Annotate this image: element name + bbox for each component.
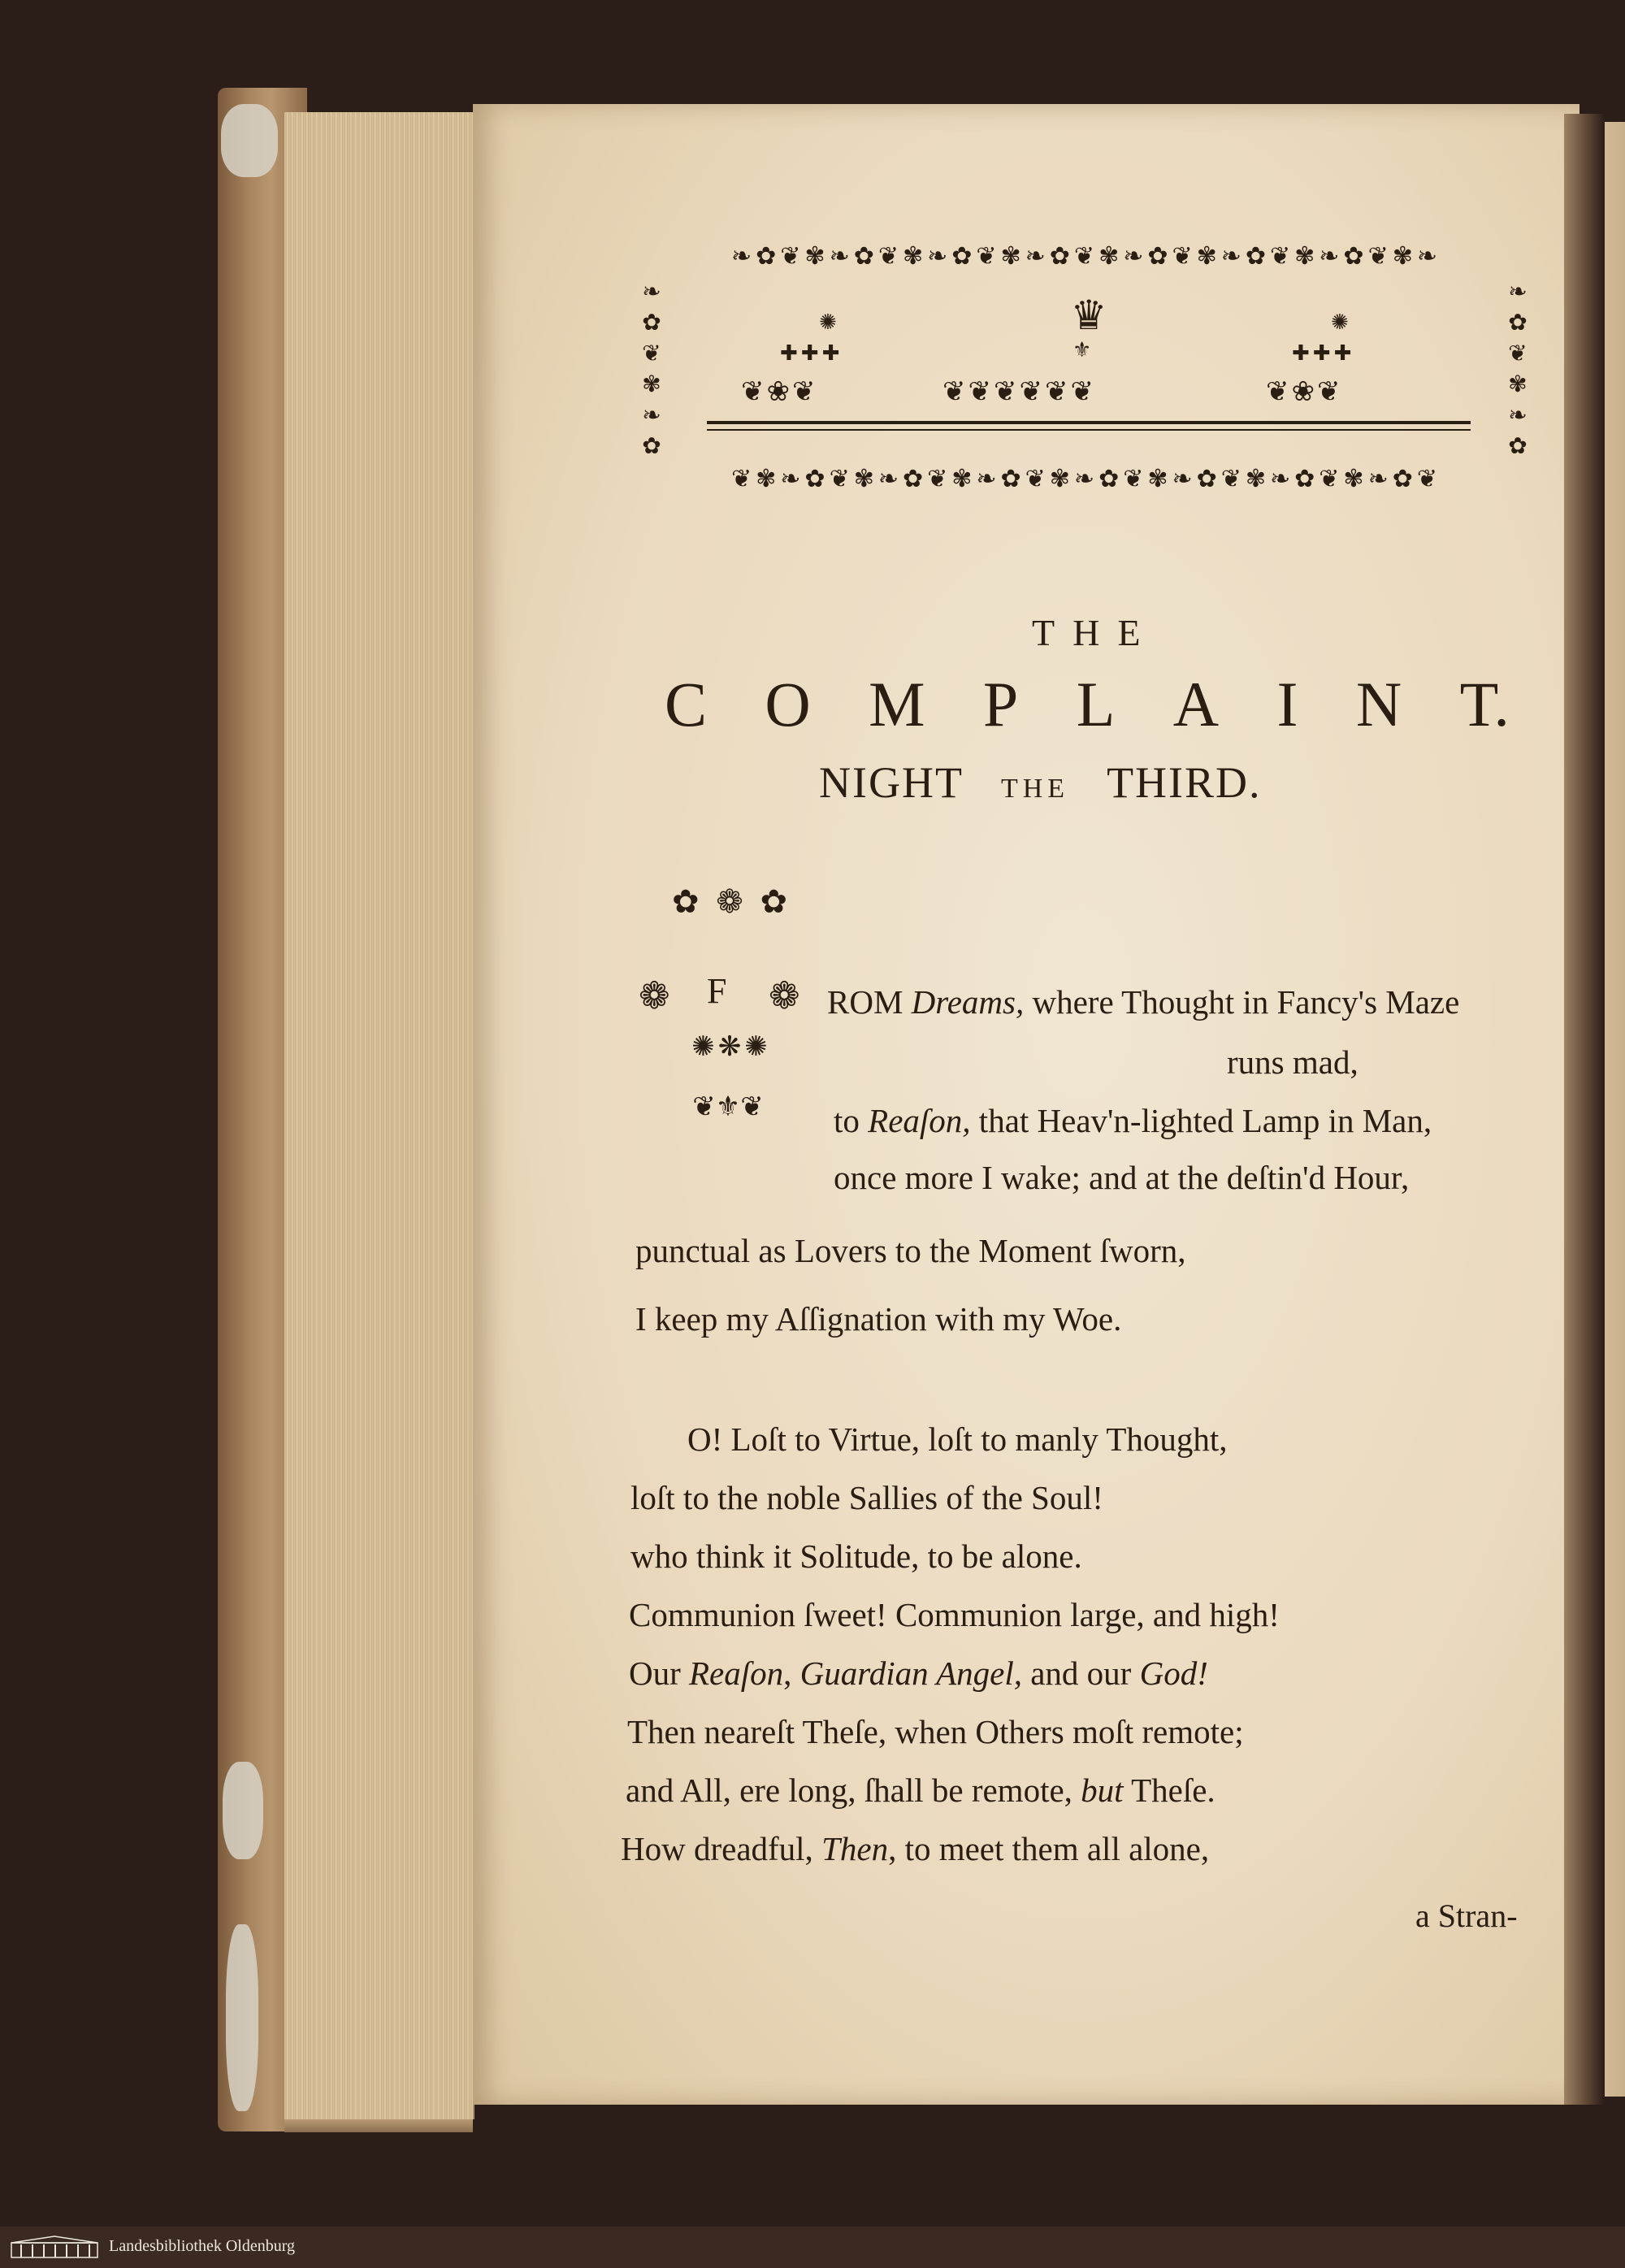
italic-run: Guardian Angel, xyxy=(800,1654,1022,1692)
poem-line-9: who think it Solitude, to be alone. xyxy=(630,1537,1082,1575)
double-rule-bottom xyxy=(707,429,1471,431)
poem-line-4: once more I wake; and at the deſtin'd Hour, xyxy=(834,1159,1410,1196)
cover-wear-bottom xyxy=(226,1924,258,2111)
double-rule-top xyxy=(707,421,1471,424)
italic-run: but xyxy=(1081,1771,1124,1809)
ornament-border-left: ❧✿❦✾❧✿ xyxy=(642,278,661,459)
ornament-border-right: ❧✿❦✾❧✿ xyxy=(1508,278,1528,459)
star-icon-left: ✺ xyxy=(819,310,837,335)
footer-bar xyxy=(0,2227,1625,2268)
subtitle-the: THE xyxy=(1000,774,1070,804)
subtitle-third: THIRD. xyxy=(1107,758,1262,807)
text-run: ROM xyxy=(827,983,912,1021)
text-run: , xyxy=(783,1654,800,1692)
sunburst-icon: ✺❋✺ xyxy=(691,1030,771,1063)
text-run: to xyxy=(834,1102,869,1139)
fleur-icon: ⚜ xyxy=(1072,338,1092,362)
text-run: Theſe. xyxy=(1123,1771,1216,1809)
text-run: where Thought in Fancy's Maze xyxy=(1024,983,1460,1021)
italic-run: Dreams, xyxy=(911,983,1025,1021)
title-letter: I xyxy=(1276,669,1298,739)
cross-group-left: ✚✚✚ xyxy=(780,341,843,366)
poem-line-11 xyxy=(629,1653,1208,1693)
catchword: a Stran- xyxy=(1415,1897,1518,1934)
poem-line-1 xyxy=(827,982,1459,1022)
title-letter: M xyxy=(869,669,925,739)
page-title xyxy=(665,668,1510,741)
library-building-icon xyxy=(10,2235,99,2259)
title-letter: P xyxy=(982,669,1019,739)
title-the: THE xyxy=(1032,612,1159,653)
text-run: that Heav'n-lighted Lamp in Man, xyxy=(970,1102,1432,1139)
page-edges xyxy=(284,112,474,2119)
cover-wear-top xyxy=(221,104,278,177)
poem-line-3 xyxy=(834,1100,1432,1141)
title-letter: O xyxy=(765,669,811,739)
ornament-row-center: ❦❦❦❦❦❦ xyxy=(942,375,1096,408)
italic-run: God! xyxy=(1139,1654,1208,1692)
italic-run: Reaſon, xyxy=(868,1102,971,1139)
page-gutter xyxy=(1564,114,1605,2105)
title-letter: L xyxy=(1076,669,1116,739)
poem-line-6: I keep my Aſſignation with my Woe. xyxy=(635,1300,1122,1338)
poem-line-14 xyxy=(621,1828,1209,1869)
italic-run: Then xyxy=(821,1830,889,1867)
subtitle-night: NIGHT xyxy=(819,758,964,807)
title-letter: A xyxy=(1172,669,1220,739)
cover-wear-mid xyxy=(223,1762,263,1859)
ornament-border-bottom: ❦✾❧✿❦✾❧✿❦✾❧✿❦✾❧✿❦✾❧✿❦✾❧✿❦✾❧✿❦ xyxy=(731,465,1441,493)
crown-icon: ♛ xyxy=(1070,292,1107,339)
rosette-icon: ❁ xyxy=(639,974,670,1017)
drop-cap-ornament xyxy=(635,882,827,1089)
poem-line-7: O! Loſt to Virtue, loſt to manly Thought, xyxy=(687,1420,1228,1458)
italic-run: Reaſon xyxy=(689,1654,784,1692)
title-letter: T. xyxy=(1459,669,1510,739)
text-run: Our xyxy=(629,1654,690,1692)
text-run: and All, ere long, ſhall be remote, xyxy=(626,1771,1081,1809)
poem-line-10: Communion ſweet! Communion large, and high! xyxy=(629,1596,1280,1633)
library-name: Landesbibliothek Oldenburg xyxy=(109,2237,296,2255)
text-run: How dreadful, xyxy=(621,1830,822,1867)
rosette-icon: ❁ xyxy=(769,974,800,1017)
ornament-row-left: ❦❀❦ xyxy=(741,375,818,408)
ornament-row-right: ❦❀❦ xyxy=(1266,375,1343,408)
text-run: and our xyxy=(1021,1654,1140,1692)
poem-line-13 xyxy=(626,1770,1216,1810)
flower-icon: ✿ ❁ ✿ xyxy=(672,883,791,921)
fleuron-icon: ❦⚜❦ xyxy=(692,1091,764,1123)
title-letter: C xyxy=(665,669,708,739)
title-letter: N xyxy=(1355,669,1402,739)
ornament-border-top: ❧✿❦✾❧✿❦✾❧✿❦✾❧✿❦✾❧✿❦✾❧✿❦✾❧✿❦✾❧ xyxy=(731,242,1441,271)
subtitle xyxy=(819,757,1262,808)
poem-line-8: loſt to the noble Sallies of the Soul! xyxy=(630,1479,1103,1516)
drop-cap-letter: F xyxy=(707,971,727,1011)
poem-line-5: punctual as Lovers to the Moment ſworn, xyxy=(635,1232,1186,1269)
poem-line-12: Then neareſt Theſe, when Others moſt remote; xyxy=(627,1713,1244,1750)
cross-group-right: ✚✚✚ xyxy=(1292,341,1355,366)
text-run: , to meet them all alone, xyxy=(888,1830,1210,1867)
poem-line-2: runs mad, xyxy=(1227,1043,1358,1081)
star-icon-right: ✺ xyxy=(1331,310,1349,335)
